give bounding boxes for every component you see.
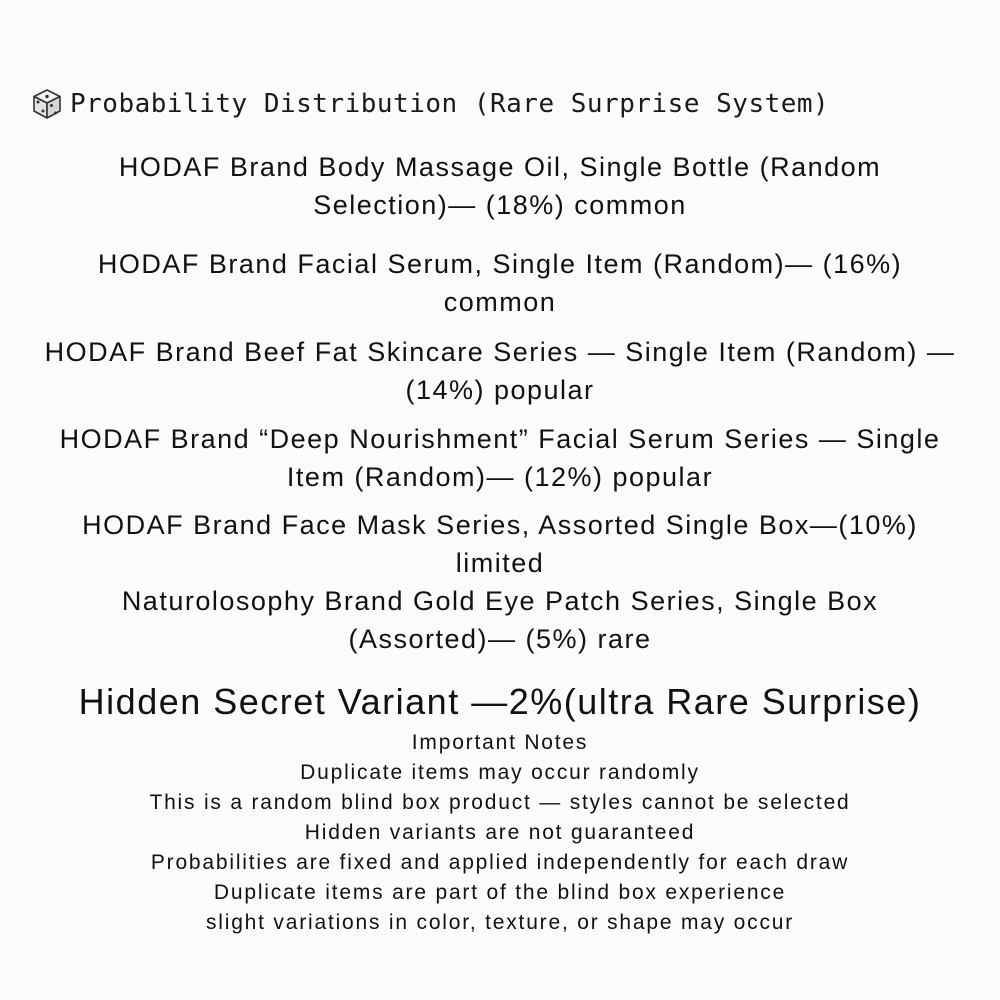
item-text: (Assorted)— (5%) rare: [348, 624, 652, 654]
item-text: Naturolosophy Brand Gold Eye Patch Series, Single Box: [121, 586, 879, 616]
page-title: Probability Distribution (Rare Surprise System): [70, 89, 830, 119]
note-line: slight variations in color, texture, or shape may occur: [205, 911, 795, 934]
probability-item: [0, 420, 1000, 496]
note-line: Hidden variants are not guaranteed: [304, 821, 696, 844]
note-line: Duplicate items may occur randomly: [300, 761, 700, 784]
probability-item: [0, 333, 1000, 409]
item-text: HODAF Brand “Deep Nourishment” Facial Serum Series — Single: [59, 424, 941, 454]
item-text: Selection)— (18%) common: [313, 190, 687, 220]
title-row: [30, 84, 990, 124]
item-text: (14%) popular: [405, 375, 595, 405]
item-text: HODAF Brand Body Massage Oil, Single Bottle (Random: [118, 152, 882, 182]
probability-item: [0, 148, 1000, 224]
probability-item: [0, 245, 1000, 321]
note-line: This is a random blind box product — styles cannot be selected: [149, 791, 851, 814]
dice-icon: [30, 87, 64, 121]
notes-heading: Important Notes: [411, 731, 589, 754]
item-text: limited: [455, 548, 545, 578]
probability-item: [0, 582, 1000, 658]
item-text: Item (Random)— (12%) popular: [286, 462, 714, 492]
note-line: Probabilities are fixed and applied independently for each draw: [150, 851, 850, 874]
item-text: HODAF Brand Beef Fat Skincare Series — Single Item (Random) —: [44, 337, 956, 367]
hidden-variant-text: Hidden Secret Variant —2%(ultra Rare Surprise): [78, 681, 922, 722]
item-text: HODAF Brand Facial Serum, Single Item (Random)— (16%): [97, 249, 903, 279]
note-line: Duplicate items are part of the blind box experience: [213, 881, 787, 904]
item-text: common: [443, 287, 557, 317]
probability-item: [0, 506, 1000, 582]
item-text: HODAF Brand Face Mask Series, Assorted Single Box—(10%): [82, 510, 918, 540]
important-notes: [0, 728, 1000, 938]
